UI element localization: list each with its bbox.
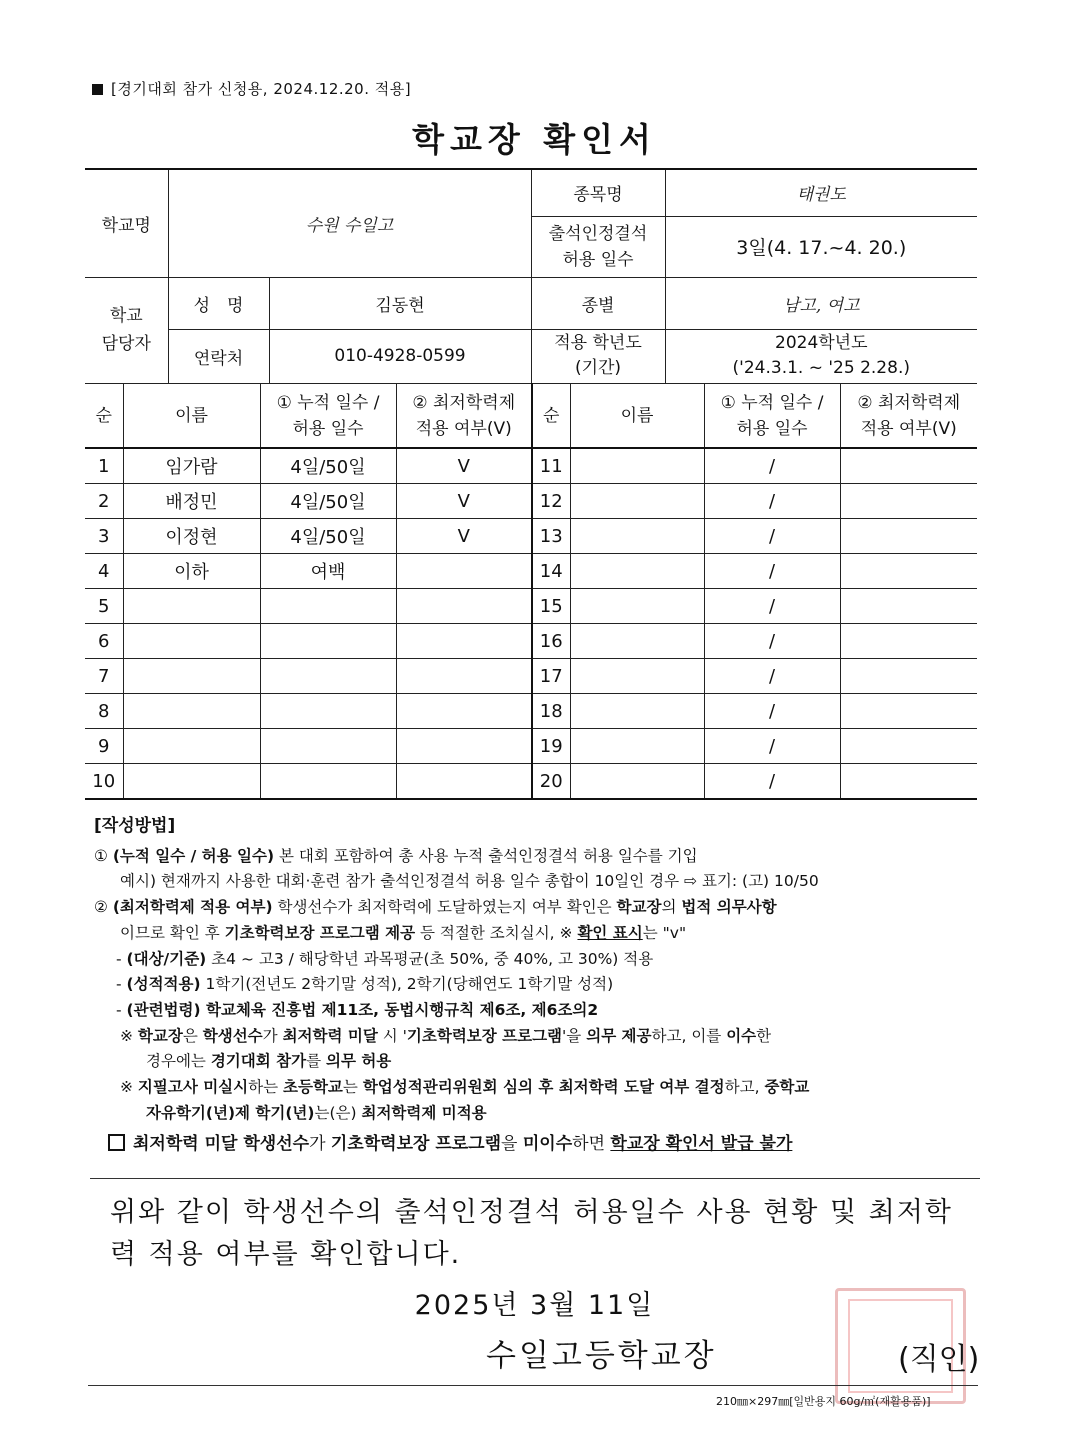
- category-label: 종별: [531, 277, 665, 329]
- row-name: 배정민: [123, 484, 260, 519]
- row-check: [840, 484, 977, 519]
- row-check: [840, 659, 977, 694]
- contact-value: 010-4928-0599: [269, 329, 531, 383]
- year-value-line1: 2024학년도: [775, 333, 868, 353]
- row-name: [570, 764, 704, 800]
- col-check-line2: 적용 여부(V): [860, 418, 957, 439]
- row-no: 19: [532, 729, 570, 764]
- row-name: [570, 484, 704, 519]
- row-name: [123, 659, 260, 694]
- writing-instructions: [94, 814, 984, 1158]
- form-version-text: [경기대회 참가 신청용, 2024.12.20. 적용]: [111, 80, 412, 98]
- row-name: 임가람: [123, 448, 260, 484]
- table-row: [85, 624, 977, 659]
- instruction-line: - (대상/기준) 초4 ~ 고3 / 해당학년 과목평균(초 50%, 중 40%, 고 30%) 적용: [116, 949, 654, 968]
- manager-label: [85, 277, 168, 383]
- col-days-line2: 허용 일수: [292, 418, 364, 439]
- row-no: 7: [85, 659, 123, 694]
- row-no: 18: [532, 694, 570, 729]
- manager-name-value: 김동현: [269, 277, 531, 329]
- row-name: [123, 589, 260, 624]
- row-check: [840, 519, 977, 554]
- row-check: [396, 624, 532, 659]
- row-no: 14: [532, 554, 570, 589]
- row-check: [840, 764, 977, 800]
- school-year-value: [665, 329, 977, 383]
- table-row: [85, 659, 977, 694]
- manager-name-label: 성 명: [168, 277, 269, 329]
- row-name: [570, 659, 704, 694]
- row-name: [123, 694, 260, 729]
- row-name: [570, 448, 704, 484]
- row-no: 15: [532, 589, 570, 624]
- instruction-line: 예시) 현재까지 사용한 대회·훈련 참가 출석인정결석 허용 일수 총합이 10일인 경우 ⇨ 표기: (고) 10/50: [120, 872, 819, 891]
- row-days: /: [704, 519, 840, 554]
- row-check: [840, 554, 977, 589]
- row-no: 2: [85, 484, 123, 519]
- absence-days-value: 3일(4. 17.~4. 20.): [665, 216, 977, 277]
- row-no: 20: [532, 764, 570, 800]
- school-year-label: [531, 329, 665, 383]
- row-no: 17: [532, 659, 570, 694]
- col-days-left: [260, 384, 396, 449]
- instruction-line: ※ 학교장은 학생선수가 최저학력 미달 시 '기초학력보장 프로그램'을 의무 제공하고, 이를 이수한: [120, 1026, 772, 1045]
- row-name: [123, 764, 260, 800]
- row-name: 이정현: [123, 519, 260, 554]
- row-name: [123, 624, 260, 659]
- table-row: [85, 589, 977, 624]
- row-no: 5: [85, 589, 123, 624]
- col-days-line1: ① 누적 일수 /: [720, 392, 824, 413]
- row-days: /: [704, 554, 840, 589]
- row-no: 6: [85, 624, 123, 659]
- col-check-line1: ② 최저학력제: [412, 392, 516, 413]
- row-days: /: [704, 659, 840, 694]
- row-name: [570, 589, 704, 624]
- row-no: 16: [532, 624, 570, 659]
- row-days: /: [704, 764, 840, 800]
- row-no: 10: [85, 764, 123, 800]
- row-check: V: [396, 448, 532, 484]
- year-label-line1: 적용 학년도: [554, 333, 642, 353]
- col-check-line1: ② 최저학력제: [857, 392, 961, 413]
- col-name-right: 이름: [570, 384, 704, 449]
- row-days: 4일/50일: [260, 519, 396, 554]
- row-days: [260, 729, 396, 764]
- row-no: 1: [85, 448, 123, 484]
- row-days: /: [704, 694, 840, 729]
- table-row: [85, 694, 977, 729]
- row-check: V: [396, 484, 532, 519]
- instruction-line: ② (최저학력제 적용 여부) 학생선수가 최저학력에 도달하였는지 여부 확인은 학교장의 법적 의무사항: [94, 898, 777, 917]
- row-check: [396, 589, 532, 624]
- divider: [88, 1385, 978, 1386]
- row-days: [260, 694, 396, 729]
- instruction-line: 자유학기(년)제 학기(년)는(은) 최저학력제 미적용: [146, 1103, 487, 1122]
- row-check: [396, 554, 532, 589]
- row-check: [840, 448, 977, 484]
- row-name: [570, 554, 704, 589]
- col-check-line2: 적용 여부(V): [415, 418, 512, 439]
- instruction-line: ※ 지필고사 미실시하는 초등학교는 학업성적관리위원회 심의 후 최저학력 도달 여부 결정하고, 중학교: [120, 1078, 810, 1097]
- instructions-heading: [작성방법]: [94, 816, 176, 836]
- event-label: 종목명: [531, 169, 665, 216]
- col-days-line2: 허용 일수: [736, 418, 808, 439]
- row-check: [840, 729, 977, 764]
- row-no: 3: [85, 519, 123, 554]
- table-row: [85, 448, 977, 484]
- row-days: /: [704, 729, 840, 764]
- row-days: 여백: [260, 554, 396, 589]
- category-value: 남고, 여고: [665, 277, 977, 329]
- row-check: [396, 659, 532, 694]
- school-info-table: [85, 168, 977, 384]
- row-days: [260, 764, 396, 800]
- confirmation-statement: 위와 같이 학생선수의 출석인정결석 허용일수 사용 현황 및 최저학력 적용 여부를 확인합니다.: [110, 1197, 953, 1270]
- row-name: [570, 729, 704, 764]
- table-row: [85, 729, 977, 764]
- contact-label: 연락처: [168, 329, 269, 383]
- row-days: /: [704, 484, 840, 519]
- row-days: 4일/50일: [260, 484, 396, 519]
- row-days: [260, 589, 396, 624]
- year-label-line2: (기간): [574, 358, 622, 378]
- row-check: [840, 589, 977, 624]
- row-days: /: [704, 589, 840, 624]
- col-check-left: [396, 384, 532, 449]
- instruction-line: 경우에는 경기대회 참가를 의무 허용: [146, 1052, 392, 1071]
- row-check: [396, 729, 532, 764]
- row-name: 이하: [123, 554, 260, 589]
- square-bullet-icon: [92, 84, 103, 95]
- instruction-line: 이므로 확인 후 기초학력보장 프로그램 제공 등 적절한 조치실시, ※ 확인 표시는 "v": [120, 923, 687, 942]
- row-no: 4: [85, 554, 123, 589]
- form-version-note: [92, 78, 411, 99]
- row-days: 4일/50일: [260, 448, 396, 484]
- row-no: 13: [532, 519, 570, 554]
- col-check-right: [840, 384, 977, 449]
- row-name: [570, 694, 704, 729]
- row-check: [840, 694, 977, 729]
- seal-label: (직인): [898, 1342, 980, 1377]
- absence-days-label: [531, 216, 665, 277]
- col-no-left: 순: [85, 384, 123, 449]
- row-days: /: [704, 624, 840, 659]
- col-days-right: [704, 384, 840, 449]
- table-row: [85, 484, 977, 519]
- col-no-right: 순: [532, 384, 570, 449]
- row-name: [570, 519, 704, 554]
- school-name-value: 수원 수일고: [168, 169, 531, 277]
- table-row: [85, 554, 977, 589]
- manager-label-line2: 담당자: [101, 334, 151, 354]
- row-check: [840, 624, 977, 659]
- year-value-line2: ('24.3.1. ~ '25 2.28.): [732, 358, 910, 378]
- row-check: [396, 694, 532, 729]
- row-no: 12: [532, 484, 570, 519]
- row-name: [123, 729, 260, 764]
- warning-line: 최저학력 미달 학생선수가 기초학력보장 프로그램을 미이수하면 학교장 확인서 발급 불가: [94, 1132, 984, 1158]
- paper-spec-footnote: 210㎜×297㎜[일반용지 60g/㎡(재활용품)]: [716, 1395, 931, 1408]
- document-title: 학교장 확인서: [412, 120, 657, 159]
- table-row: [85, 519, 977, 554]
- row-no: 11: [532, 448, 570, 484]
- row-check: [396, 764, 532, 800]
- row-name: [570, 624, 704, 659]
- issue-date: 2025년 3월 11일: [414, 1290, 655, 1321]
- school-name-label: 학교명: [85, 169, 168, 277]
- divider: [90, 1178, 980, 1179]
- row-days: /: [704, 448, 840, 484]
- instruction-line: - (성적적용) 1학기(전년도 2학기말 성적), 2학기(당해연도 1학기말 성적): [116, 975, 614, 994]
- table-row: [85, 764, 977, 800]
- student-list-table: [85, 383, 977, 800]
- row-days: [260, 659, 396, 694]
- absence-label-line1: 출석인정결석: [548, 223, 648, 244]
- checkbox-bullet-icon: [108, 1134, 125, 1151]
- instruction-line: - (관련법령) 학교체육 진흥법 제11조, 동법시행규칙 제6조, 제6조의2: [116, 1000, 599, 1019]
- principal-signature: 수일고등학교장: [486, 1338, 717, 1374]
- row-days: [260, 624, 396, 659]
- instruction-line: ① (누적 일수 / 허용 일수) 본 대회 포함하여 총 사용 누적 출석인정결석 허용 일수를 기입: [94, 846, 698, 865]
- manager-label-line1: 학교: [109, 306, 143, 326]
- absence-label-line2: 허용 일수: [562, 249, 634, 270]
- row-check: V: [396, 519, 532, 554]
- row-no: 9: [85, 729, 123, 764]
- event-value: 태권도: [665, 169, 977, 216]
- col-days-line1: ① 누적 일수 /: [276, 392, 380, 413]
- row-no: 8: [85, 694, 123, 729]
- col-name-left: 이름: [123, 384, 260, 449]
